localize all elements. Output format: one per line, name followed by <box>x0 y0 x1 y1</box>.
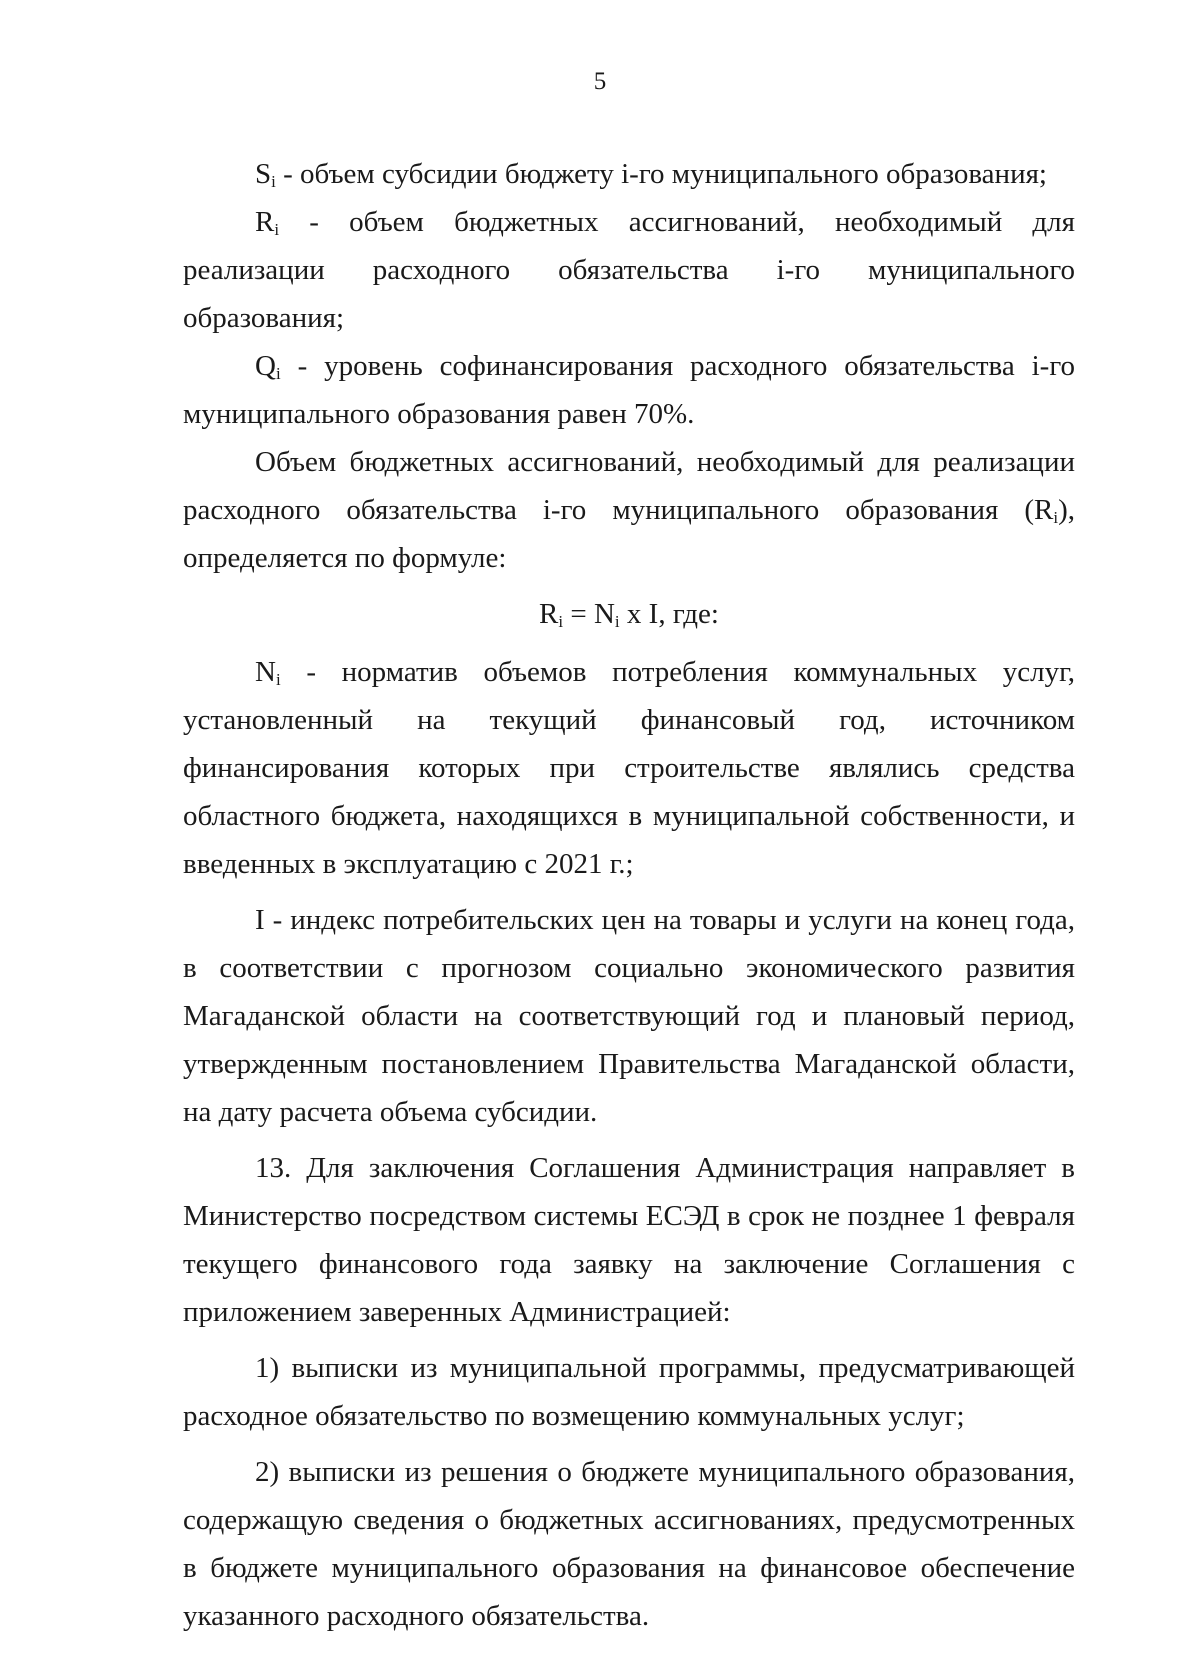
list-item-1: 1) выписки из муниципальной программы, предусматривающей расходное обязательство по возмещению коммунальных услуг; <box>183 1352 1075 1432</box>
definition-r-i: $R_i$ - объем бюджетных ассигнований, необходимый для реализации расходного обязательства i-го муниципального образования; <box>183 206 1075 334</box>
definition-n-i: $N_i$ - норматив объемов потребления коммунальных услуг, установленный на текущий финансовый год, источником финансирования которых при строительстве являлись средства областного бюджета, находящихся в муниципальной собственности, и введенных в эксплуатацию с 2021 г.; <box>183 656 1075 880</box>
list-item-2: 2) выписки из решения о бюджете муниципального образования, содержащую сведения о бюджетных ассигнованиях, предусмотренных в бюджете муниципального образования на финансовое обеспечение указанного расходного обязательства. <box>183 1456 1075 1632</box>
volume-paragraph: Объем бюджетных ассигнований, необходимый для реализации расходного обязательства i-го муниципального образования $(R_i)$, определяется по формуле: <box>183 446 1075 574</box>
document-body <box>183 150 1075 1640</box>
definition-q-i: $Q_i$ - уровень софинансирования расходного обязательства i-го муниципального образования равен 70%. <box>183 350 1075 430</box>
definition-s-i: $S_i$ - объем субсидии бюджету i-го муниципального образования; <box>255 158 1047 191</box>
clause-13: 13. Для заключения Соглашения Администрация направляет в Министерство посредством системы ЕСЭД в срок не позднее 1 февраля текущего финансового года заявку на заключение Соглашения с приложением заверенных Администрацией: <box>183 1152 1075 1328</box>
formula: $R_i = N_i$ x I, где: <box>539 598 719 631</box>
definition-index: I - индекс потребительских цен на товары и услуги на конец года, в соответствии с прогнозом социально экономического развития Магаданской области на соответствующий год и плановый период, утвержденным постановлением Правительства Магаданской области, на дату расчета объема субсидии. <box>183 904 1075 1128</box>
page-number: 5 <box>593 68 607 95</box>
